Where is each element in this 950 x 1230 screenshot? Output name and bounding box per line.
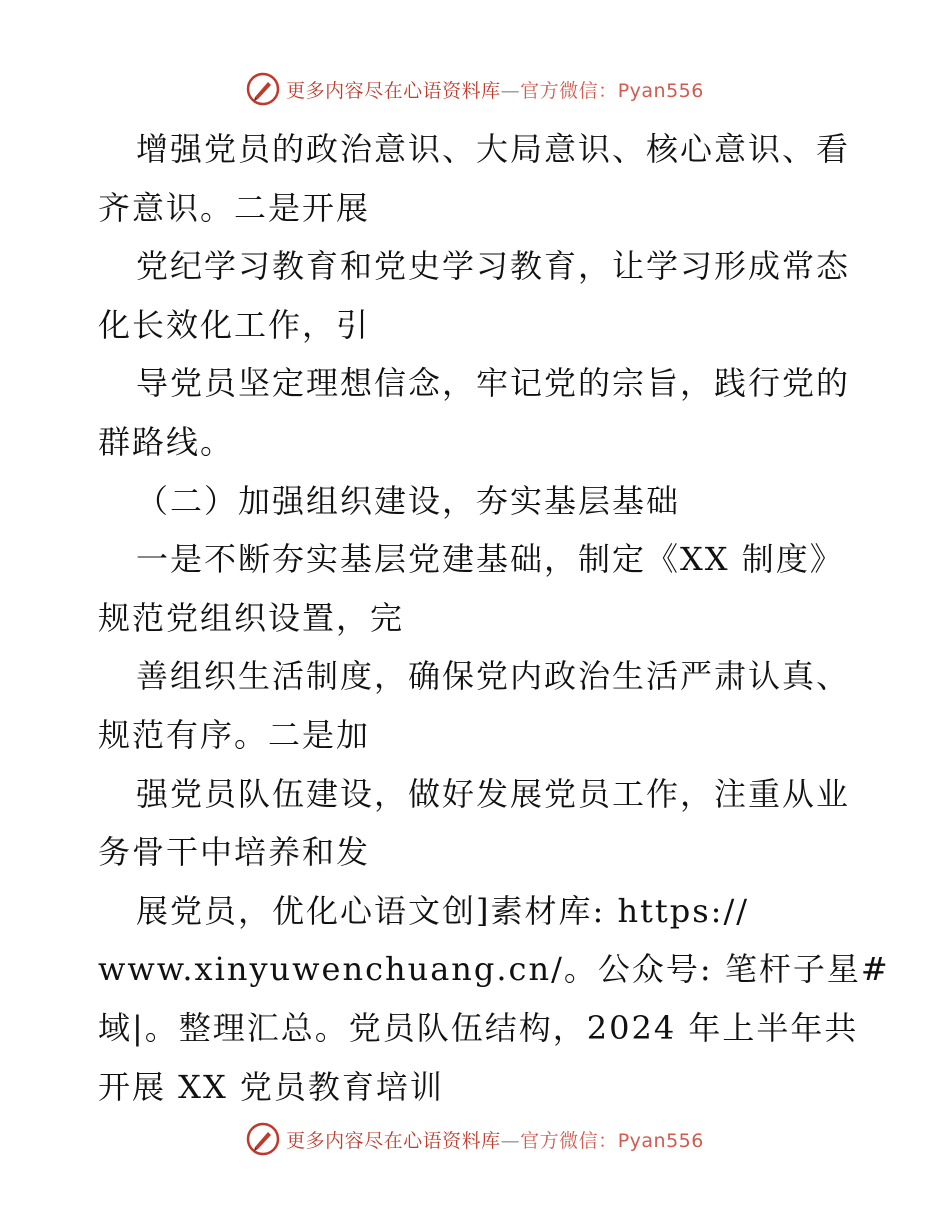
banner-title: 更多内容尽在心语资料库 — [286, 1129, 501, 1152]
text-line: www.xinyuwenchuang.cn/。公众号: 笔杆子星# — [98, 950, 890, 989]
text-line: 党纪学习教育和党史学习教育，让学习形成常态 — [136, 247, 851, 286]
text-line: 规范党组织设置，完 — [98, 598, 405, 637]
banner-wechat-label: 官方微信： — [520, 1129, 618, 1152]
banner-separator: — — [500, 1129, 521, 1152]
banner-wechat-id: Pyan556 — [617, 79, 704, 102]
footer-banner — [0, 1122, 950, 1156]
banner-title: 更多内容尽在心语资料库 — [286, 79, 501, 102]
text-line: （二）加强组织建设，夯实基层基础 — [136, 481, 681, 520]
text-line: 展党员，优化心语文创]素材库: https:// — [136, 891, 750, 930]
text-line: 群路线。 — [98, 422, 235, 461]
text-line: 增强党员的政治意识、大局意识、核心意识、看 — [136, 130, 851, 168]
text-line: 开展 XX 党员教育培训 — [98, 1067, 444, 1106]
header-banner — [0, 72, 950, 106]
banner-wechat-label: 官方微信： — [520, 79, 618, 102]
document-body — [98, 120, 890, 1116]
text-line: 齐意识。二是开展 — [98, 188, 371, 227]
text-line: 导党员坚定理想信念，牢记党的宗旨，践行党的 — [136, 364, 851, 403]
banner-text — [286, 1126, 704, 1153]
pen-logo-icon — [246, 72, 280, 106]
text-line: 域|。整理汇总。党员队伍结构，2024 年上半年共 — [98, 1008, 859, 1047]
text-line: 强党员队伍建设，做好发展党员工作，注重从业 — [136, 774, 851, 813]
text-line: 善组织生活制度，确保党内政治生活严肃认真、 — [136, 657, 851, 696]
banner-text — [286, 76, 704, 103]
text-line: 务骨干中培养和发 — [98, 833, 371, 872]
text-line: 化长效化工作，引 — [98, 305, 371, 344]
text-line: 规范有序。二是加 — [98, 715, 371, 754]
text-line: 一是不断夯实基层党建基础，制定《XX 制度》 — [136, 540, 844, 579]
banner-wechat-id: Pyan556 — [617, 1129, 704, 1152]
pen-logo-icon — [246, 1122, 280, 1156]
banner-separator: — — [500, 79, 521, 102]
